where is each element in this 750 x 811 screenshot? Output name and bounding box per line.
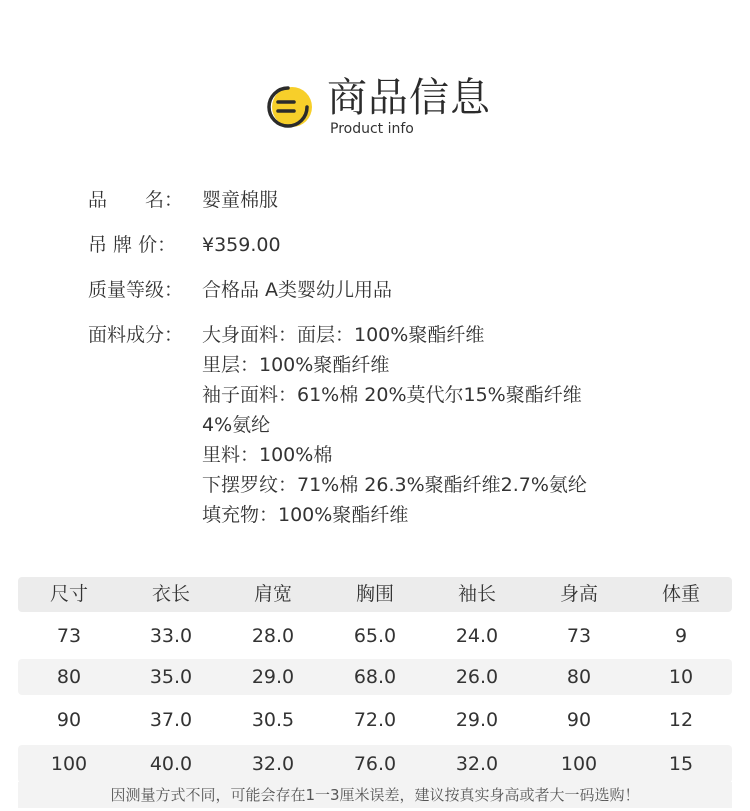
fabric-label: 面料成分：	[88, 324, 184, 346]
column-header-weight: 体重	[661, 583, 700, 605]
table-cell: 37.0	[149, 709, 193, 731]
table-cell: 68.0	[353, 666, 397, 688]
product-info-header	[0, 0, 750, 170]
grade-label: 质量等级：	[88, 279, 184, 301]
fabric-line: 填充物：100%聚酯纤维	[202, 504, 409, 526]
table-cell: 40.0	[149, 753, 193, 775]
table-cell: 26.0	[455, 666, 499, 688]
column-header-shoulder: 肩宽	[253, 583, 292, 605]
page-subtitle: Product info	[330, 121, 414, 137]
table-row	[18, 659, 732, 695]
table-cell: 72.0	[353, 709, 397, 731]
table-cell: 76.0	[353, 753, 397, 775]
table-cell: 33.0	[149, 625, 193, 647]
table-cell: 30.5	[251, 709, 295, 731]
column-header-length: 衣长	[151, 583, 190, 605]
fabric-line: 里层：100%聚酯纤维	[202, 354, 390, 376]
table-cell: 100	[560, 753, 598, 775]
table-cell: 80	[566, 666, 592, 688]
price-value: ¥359.00	[202, 234, 281, 256]
name-value: 婴童棉服	[202, 189, 279, 211]
table-row	[18, 616, 732, 656]
table-cell: 9	[674, 625, 688, 647]
table-cell: 73	[566, 625, 592, 647]
table-cell: 24.0	[455, 625, 499, 647]
fabric-line: 下摆罗纹：71%棉 26.3%聚酯纤维2.7%氨纶	[202, 474, 587, 496]
table-cell: 29.0	[455, 709, 499, 731]
table-cell: 29.0	[251, 666, 295, 688]
size-note: 因测量方式不同，可能会存在1一3厘米误差，建议按真实身高或者大一码选购！	[18, 782, 732, 808]
size-table	[18, 577, 732, 783]
table-cell: 28.0	[251, 625, 295, 647]
table-row	[18, 698, 732, 742]
grade-value: 合格品 A类婴幼儿用品	[202, 279, 393, 301]
column-header-chest: 胸围	[355, 583, 394, 605]
table-cell: 90	[566, 709, 592, 731]
name-label: 品 名：	[88, 189, 184, 211]
fabric-line: 4%氨纶	[202, 414, 271, 436]
column-header-size: 尺寸	[49, 583, 88, 605]
table-cell: 90	[56, 709, 82, 731]
page-title: 商品信息	[327, 75, 491, 121]
fabric-line: 里料：100%棉	[202, 444, 333, 466]
column-header-sleeve: 袖长	[457, 583, 496, 605]
table-cell: 73	[56, 625, 82, 647]
table-cell: 12	[668, 709, 694, 731]
fabric-line: 大身面料：面层：100%聚酯纤维	[202, 324, 485, 346]
menu-lines-icon	[264, 81, 314, 131]
fabric-line: 袖子面料：61%棉 20%莫代尔15%聚酯纤维	[202, 384, 582, 406]
column-header-height: 身高	[559, 583, 598, 605]
table-cell: 10	[668, 666, 694, 688]
table-cell: 35.0	[149, 666, 193, 688]
table-cell: 100	[50, 753, 88, 775]
table-cell: 32.0	[251, 753, 295, 775]
table-cell: 80	[56, 666, 82, 688]
table-cell: 32.0	[455, 753, 499, 775]
table-cell: 15	[668, 753, 694, 775]
price-label: 吊 牌 价：	[88, 234, 177, 256]
table-header-row	[18, 577, 732, 612]
fabric-composition	[202, 320, 722, 530]
table-cell: 65.0	[353, 625, 397, 647]
table-row	[18, 745, 732, 783]
